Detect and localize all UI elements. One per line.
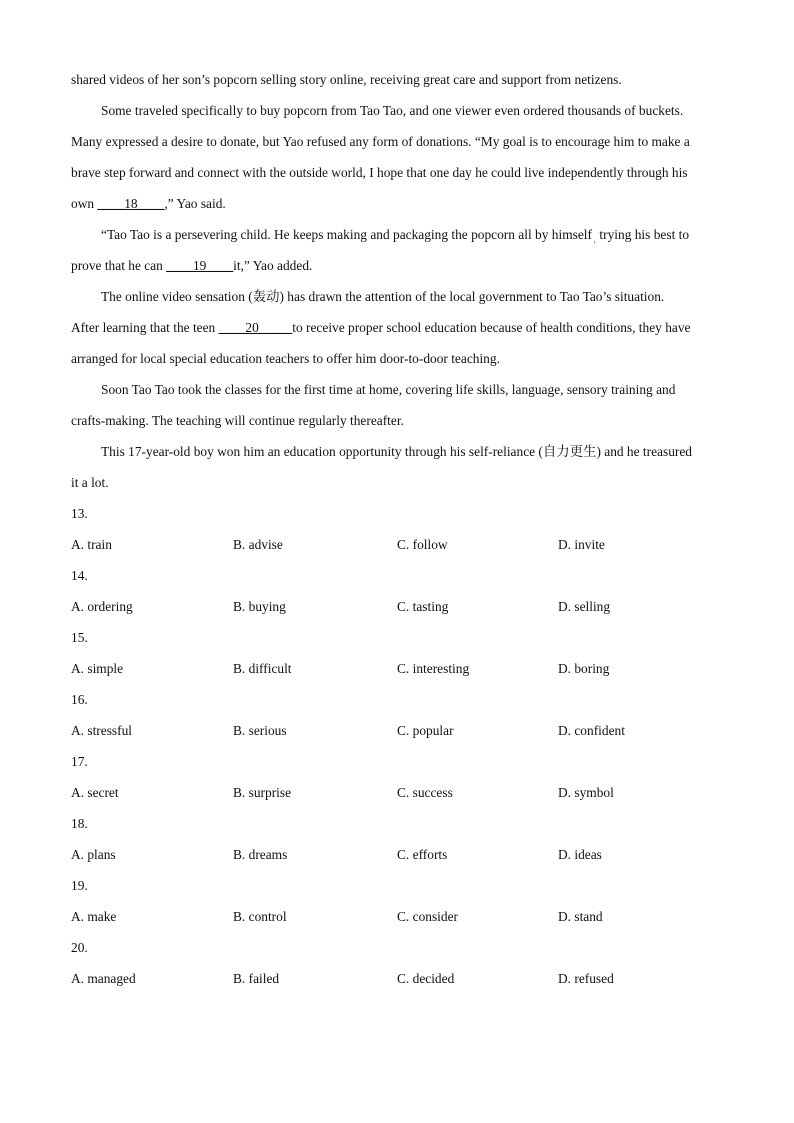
option-c: C. efforts — [397, 847, 448, 862]
passage-line: shared videos of her son’s popcorn selling story online, receiving great care and support from netizens. — [71, 72, 622, 87]
passage-line: it a lot. — [71, 475, 109, 490]
option-b: B. control — [233, 909, 287, 924]
option-a: A. managed — [71, 971, 136, 986]
option-a: A. simple — [71, 661, 124, 676]
option-a: A. plans — [71, 847, 116, 862]
option-c: C. consider — [397, 909, 458, 924]
question-number: 16. — [71, 692, 88, 707]
option-b: B. advise — [233, 537, 283, 552]
option-c: C. success — [397, 785, 453, 800]
passage-line: arranged for local special education teachers to offer him door-to-door teaching. — [71, 351, 500, 366]
option-c: C. decided — [397, 971, 455, 986]
option-d: D. confident — [558, 723, 625, 738]
question-number: 15. — [71, 630, 88, 645]
options-row — [71, 591, 723, 622]
blank-18: ____18____ — [97, 196, 165, 211]
options-row — [71, 529, 723, 560]
passage-line: The online video sensation (轰动) has drawn the attention of the local government to Tao Tao’s situation. — [101, 289, 665, 304]
option-b: B. buying — [233, 599, 286, 614]
option-d: D. ideas — [558, 847, 602, 862]
options-row — [71, 715, 723, 746]
text-fragment: own — [71, 196, 98, 211]
option-a: A. train — [71, 537, 112, 552]
text-fragment: it,” Yao added. — [233, 258, 313, 273]
option-a: A. secret — [71, 785, 119, 800]
passage-line — [71, 219, 723, 250]
text-fragment: ,” Yao said. — [164, 196, 226, 211]
option-d: D. symbol — [558, 785, 614, 800]
passage-line — [71, 250, 723, 281]
question-number: 19. — [71, 878, 88, 893]
passage-line — [71, 188, 723, 219]
option-b: B. dreams — [233, 847, 288, 862]
passage-line: This 17-year-old boy won him an education opportunity through his self-reliance (自力更生) and he treasured — [101, 444, 692, 459]
option-a: A. stressful — [71, 723, 132, 738]
option-d: D. stand — [558, 909, 603, 924]
option-b: B. difficult — [233, 661, 292, 676]
passage-line: crafts-making. The teaching will continue regularly thereafter. — [71, 413, 404, 428]
document-page — [71, 64, 723, 994]
option-a: A. make — [71, 909, 117, 924]
question-number: 13. — [71, 506, 88, 521]
text-fragment: to receive proper school education because of health conditions, they have — [292, 320, 691, 335]
passage-line: Soon Tao Tao took the classes for the first time at home, covering life skills, language, sensory training and — [101, 382, 676, 397]
blank-20: ____20_____ — [218, 320, 293, 335]
options-row — [71, 777, 723, 808]
options-row — [71, 839, 723, 870]
blank-19: ____19____ — [166, 258, 234, 273]
option-c: C. follow — [397, 537, 448, 552]
stray-mark: ' — [593, 240, 596, 249]
option-d: D. boring — [558, 661, 610, 676]
option-c: C. interesting — [397, 661, 470, 676]
option-a: A. ordering — [71, 599, 133, 614]
option-b: B. failed — [233, 971, 280, 986]
option-d: D. refused — [558, 971, 614, 986]
passage-line: brave step forward and connect with the outside world, I hope that one day he could live independently through his — [71, 165, 688, 180]
passage-line: Some traveled specifically to buy popcorn from Tao Tao, and one viewer even ordered thousands of buckets. — [101, 103, 684, 118]
question-number: 17. — [71, 754, 88, 769]
question-number: 20. — [71, 940, 88, 955]
question-number: 14. — [71, 568, 88, 583]
text-fragment: After learning that the teen — [71, 320, 219, 335]
options-row — [71, 901, 723, 932]
options-row — [71, 963, 723, 994]
option-b: B. surprise — [233, 785, 292, 800]
question-number: 18. — [71, 816, 88, 831]
passage-line: Many expressed a desire to donate, but Yao refused any form of donations. “My goal is to encourage him to make a — [71, 134, 690, 149]
option-d: D. selling — [558, 599, 611, 614]
passage-line — [71, 312, 723, 343]
options-row — [71, 653, 723, 684]
option-b: B. serious — [233, 723, 287, 738]
option-d: D. invite — [558, 537, 605, 552]
text-fragment: prove that he can — [71, 258, 167, 273]
text-fragment: trying his best to — [599, 227, 690, 242]
text-fragment: “Tao Tao is a persevering child. He keeps making and packaging the popcorn all by himself — [101, 227, 592, 242]
option-c: C. tasting — [397, 599, 449, 614]
option-c: C. popular — [397, 723, 454, 738]
